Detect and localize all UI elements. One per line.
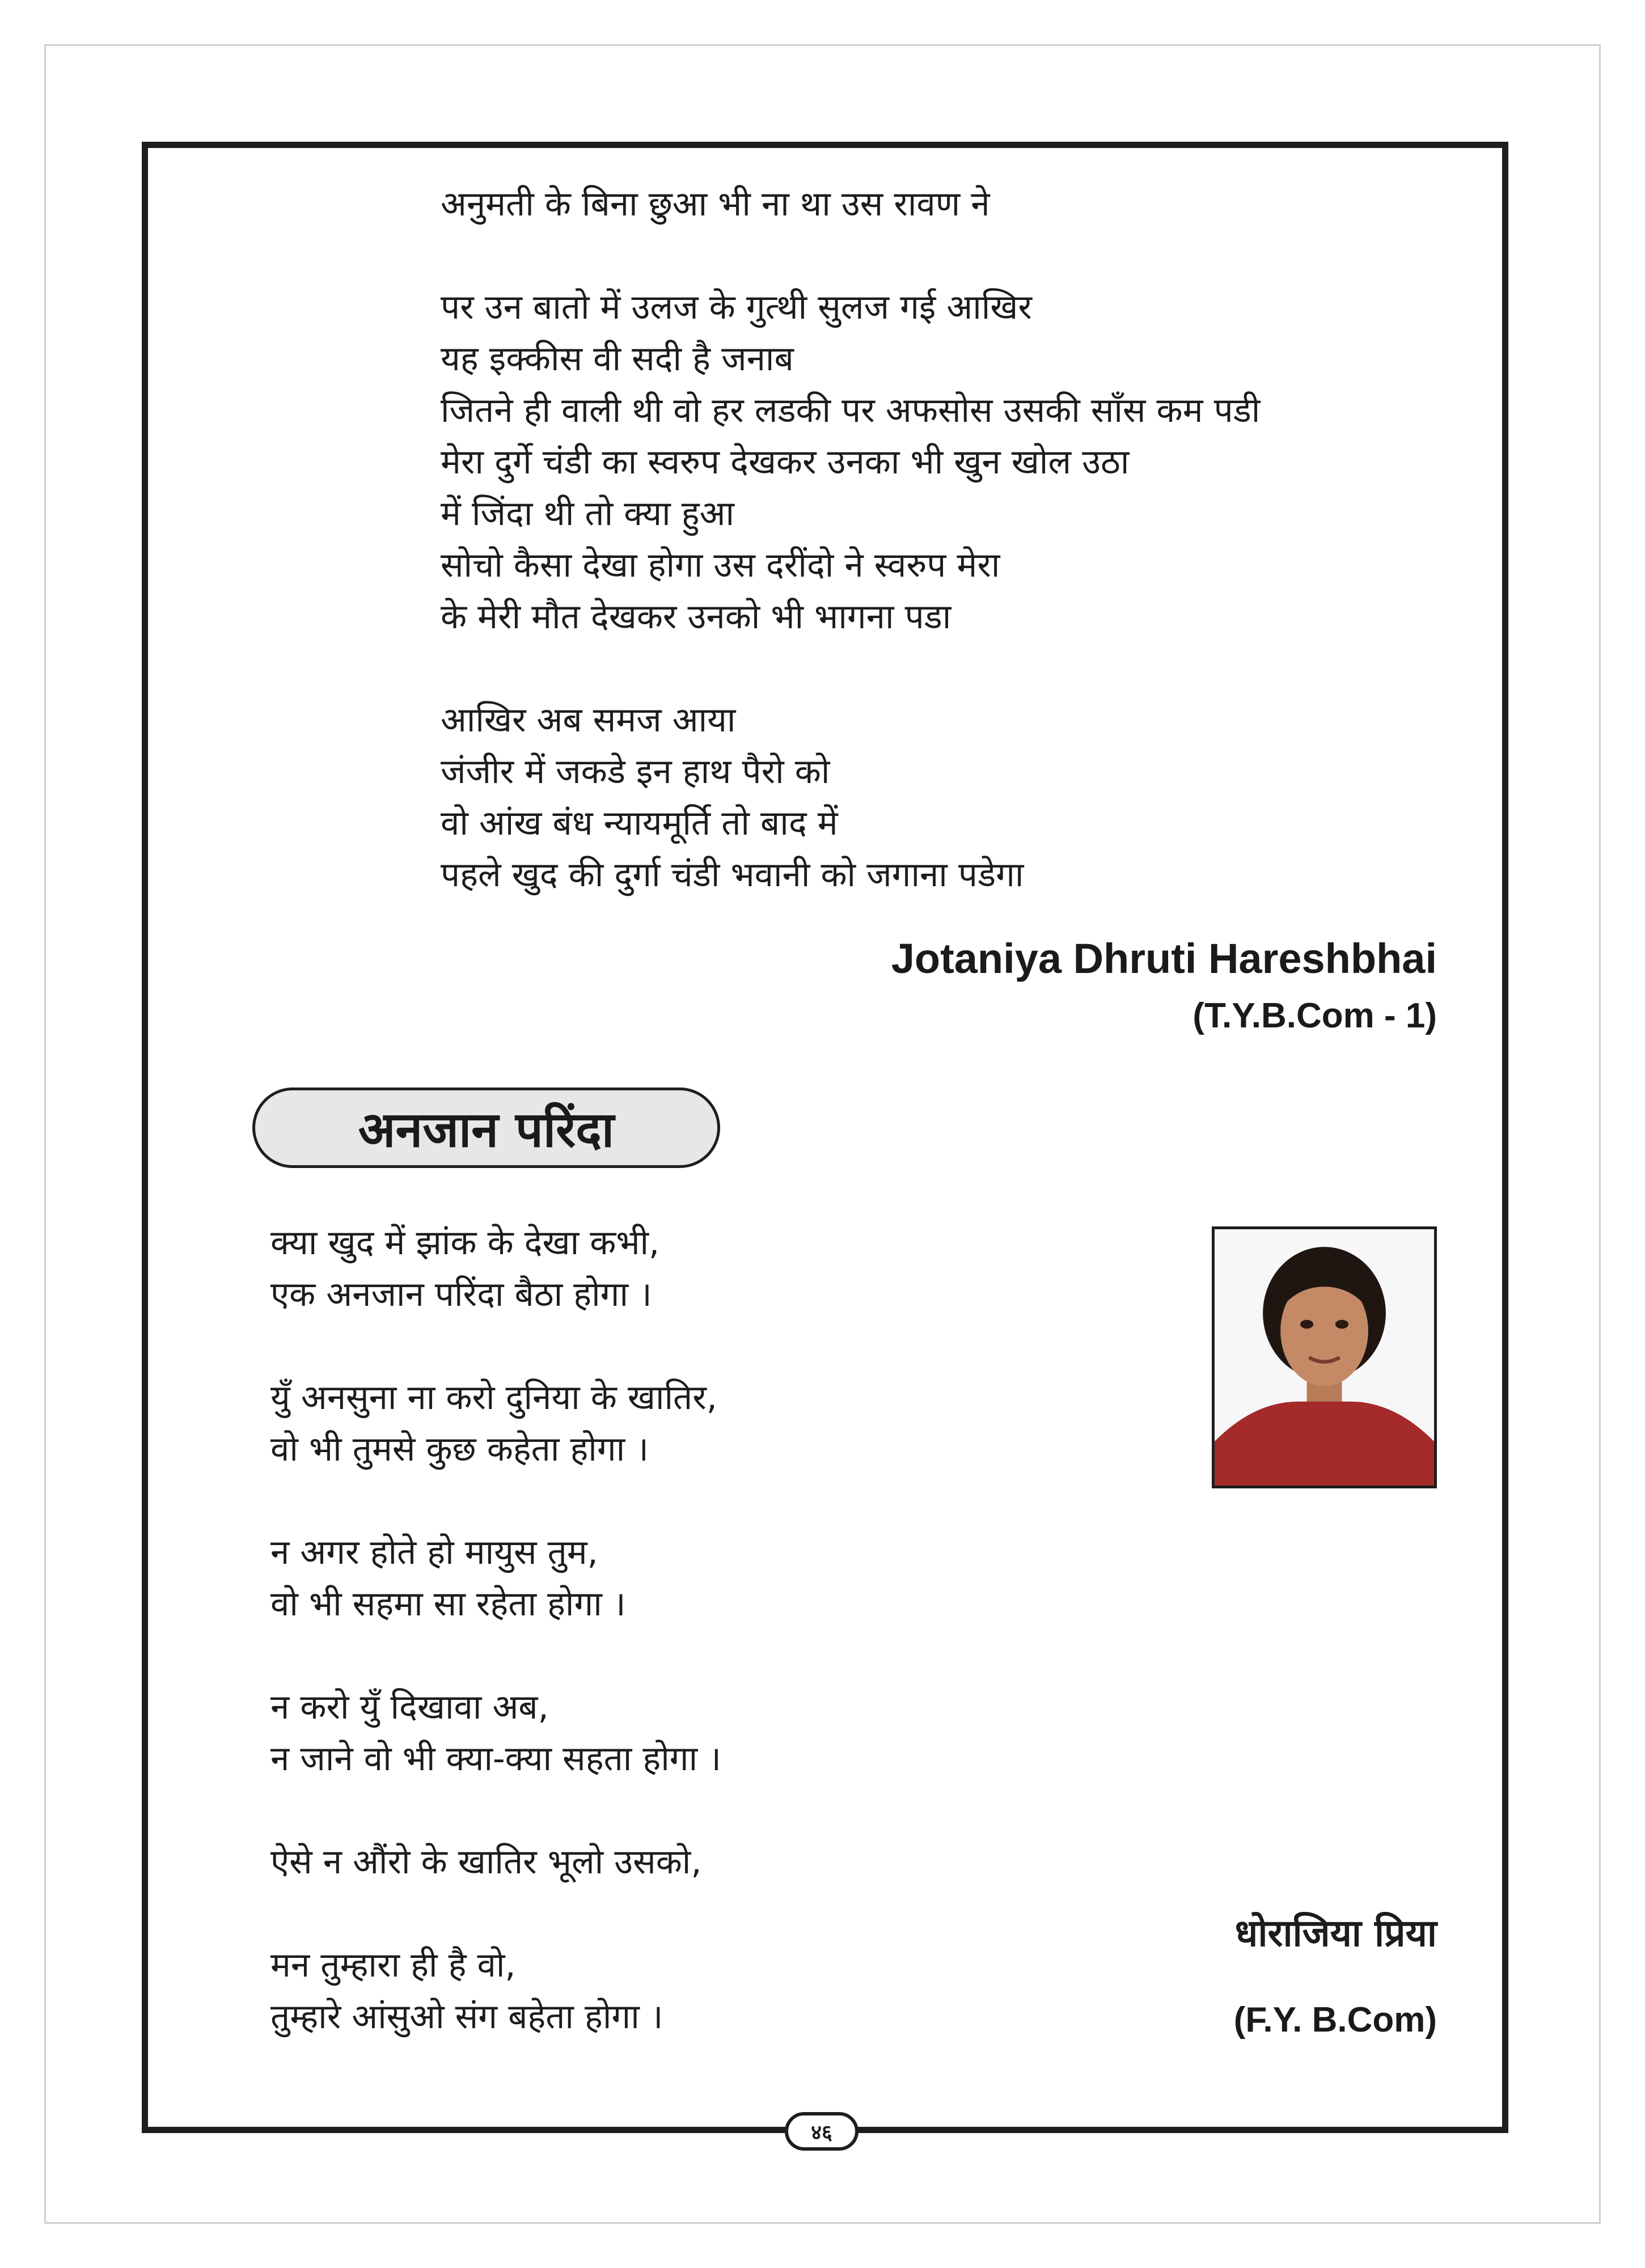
stanza-gap — [441, 230, 1260, 282]
poem-line: मेरा दुर्गे चंडी का स्वरुप देखकर उनका भी खुन खोल उठा — [441, 442, 1130, 482]
poem-line: अनुमती के बिना छुआ भी ना था उस रावण ने — [441, 184, 990, 224]
poem-two-title — [252, 1088, 720, 1168]
poem-line: पर उन बातो में उलज के गुत्थी सुलज गई आखिर — [441, 287, 1032, 327]
poem-line: सोचो कैसा देखा होगा उस दरींदो ने स्वरुप मेरा — [441, 545, 1000, 585]
poem-line: क्या खुद में झांक के देखा कभी, — [270, 1223, 660, 1263]
poem-two-title-text: अनजान परिंदा — [358, 1101, 615, 1158]
author-one-class: (T.Y.B.Com - 1) — [1192, 996, 1437, 1035]
poem-line: जंजीर में जकडे इन हाथ पैरो को — [441, 752, 830, 792]
poem-line: के मेरी मौत देखकर उनको भी भागना पडा — [441, 597, 952, 637]
portrait-icon — [1215, 1229, 1434, 1486]
poem-one-text — [441, 179, 1260, 901]
poem-line: ऐसे न औंरो के खातिर भूलो उसको, — [270, 1842, 702, 1882]
stanza-gap — [270, 1785, 721, 1837]
poem-line: न करो युँ दिखावा अब, — [270, 1687, 549, 1727]
poem-line: युँ अनसुना ना करो दुनिया के खातिर, — [270, 1378, 717, 1417]
poem-line: एक अनजान परिंदा बैठा होगा । — [270, 1275, 652, 1314]
author-two-class: (F.Y. B.Com) — [1233, 2000, 1437, 2039]
poem-two-text — [270, 1217, 721, 2043]
stanza-gap — [270, 1321, 721, 1372]
stanza-gap — [270, 1630, 721, 1682]
author-photo — [1212, 1226, 1437, 1488]
page-number: ४६ — [811, 2121, 832, 2144]
page-number-badge — [785, 2112, 859, 2151]
poem-line: न अगर होते हो मायुस तुम, — [270, 1533, 598, 1572]
poem-line: वो भी सहमा सा रहेता होगा । — [270, 1584, 626, 1624]
poem-line: आखिर अब समज आया — [441, 700, 736, 740]
poem-line: वो भी तुमसे कुछ कहेता होगा । — [270, 1429, 649, 1469]
author-two-name: धोराजिया प्रिया — [1234, 1911, 1437, 1955]
stanza-gap — [270, 1888, 721, 1940]
author-one-name: Jotaniya Dhruti Hareshbhai — [891, 935, 1437, 982]
stanza-gap — [270, 1475, 721, 1527]
poem-line: में जिंदा थी तो क्या हुआ — [441, 494, 734, 534]
stanza-gap — [441, 643, 1260, 695]
poem-line: जितने ही वाली थी वो हर लडकी पर अफसोस उसकी साँस कम पडी — [441, 391, 1261, 430]
poem-line: यह इक्कीस वी सदी है जनाब — [441, 339, 794, 379]
poem-line: न जाने वो भी क्या-क्या सहता होगा । — [270, 1739, 721, 1779]
poem-line: मन तुम्हारा ही है वो, — [270, 1945, 516, 1985]
poem-line: तुम्हारे आंसुओ संग बहेता होगा । — [270, 1997, 663, 2037]
poem-line: पहले खुद की दुर्गा चंडी भवानी को जगाना पडेगा — [441, 855, 1024, 895]
poem-line: वो आंख बंध न्यायमूर्ति तो बाद में — [441, 803, 838, 843]
